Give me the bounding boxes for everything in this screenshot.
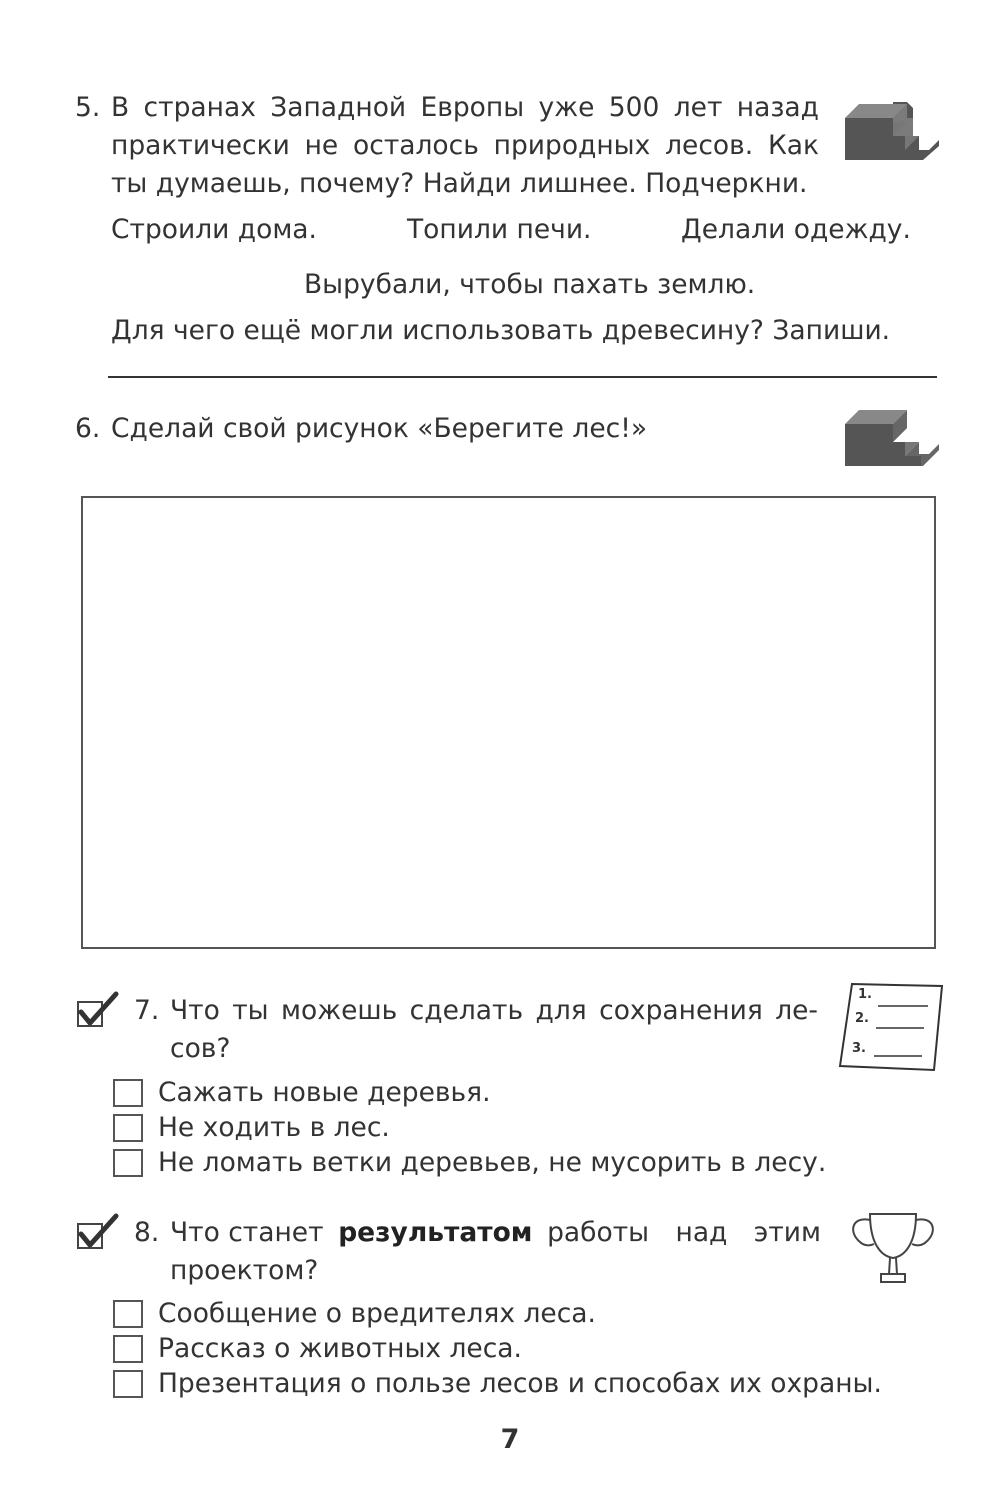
checkbox-presentation[interactable] xyxy=(113,1370,143,1398)
option-no-litter: Не ломать ветки деревьев, не мусорить в лесу. xyxy=(158,1147,827,1178)
checkbox-not-go-forest[interactable] xyxy=(113,1114,143,1142)
drawing-area[interactable] xyxy=(81,496,936,949)
task5-line-2: практически не осталось природных лесов. Как xyxy=(111,130,819,161)
task8-number: 8. xyxy=(134,1217,160,1248)
option-cleared-land[interactable]: Вырубали, чтобы пахать землю. xyxy=(304,269,756,300)
task8-text-bold: результатом xyxy=(338,1217,533,1248)
task6-text: Сделай свой рисунок «Берегите лес!» xyxy=(111,413,648,444)
checkbox-pests-report[interactable] xyxy=(113,1300,143,1328)
checklist-label-1: 1. xyxy=(858,987,872,1002)
checklist-label-3: 3. xyxy=(852,1041,866,1056)
option-presentation: Презентация о пользе лесов и способах их охраны. xyxy=(158,1368,882,1399)
option-pests-report: Сообщение о вредителях леса. xyxy=(158,1298,596,1329)
checklist-label-2: 2. xyxy=(855,1011,869,1026)
option-plant-trees: Сажать новые деревья. xyxy=(158,1077,491,1108)
checkbox-plant-trees[interactable] xyxy=(113,1079,143,1107)
task8-line-1 xyxy=(170,1214,821,1252)
task7-number: 7. xyxy=(134,995,160,1026)
stairs-icon xyxy=(843,400,939,468)
stairs-icon xyxy=(843,96,939,162)
trophy-icon xyxy=(846,1210,940,1288)
task7-line-2: сов? xyxy=(170,1033,231,1064)
task6-number: 6. xyxy=(75,413,101,444)
checkbox-no-litter[interactable] xyxy=(113,1149,143,1177)
task5-question: Для чего ещё могли использовать древесину? Запиши. xyxy=(111,315,891,346)
option-built-houses[interactable]: Строили дома. xyxy=(111,214,317,245)
task5-line-1: В странах Западной Европы уже 500 лет назад xyxy=(111,92,819,123)
task8-text-before: Что станет xyxy=(170,1217,324,1248)
option-animals-story: Рассказ о животных леса. xyxy=(158,1333,522,1364)
checklist-icon xyxy=(836,982,946,1072)
task8-text-after: работы над этим xyxy=(547,1217,821,1248)
checkbox-animals-story[interactable] xyxy=(113,1335,143,1363)
task8-line-2: проектом? xyxy=(170,1255,319,1286)
checkmark-icon xyxy=(76,1212,122,1252)
checkmark-icon xyxy=(76,990,122,1030)
option-not-go-forest: Не ходить в лес. xyxy=(158,1112,390,1143)
answer-line[interactable] xyxy=(108,376,937,378)
task5-number: 5. xyxy=(75,92,101,123)
option-heated-stoves[interactable]: Топили печи. xyxy=(407,214,592,245)
option-made-clothes[interactable]: Делали одежду. xyxy=(681,214,911,245)
task5-line-3: ты думаешь, почему? Найди лишнее. Подчеркни. xyxy=(111,168,808,199)
page-number: 7 xyxy=(500,1424,520,1455)
task7-line-1: Что ты можешь сделать для сохранения ле- xyxy=(170,995,818,1026)
